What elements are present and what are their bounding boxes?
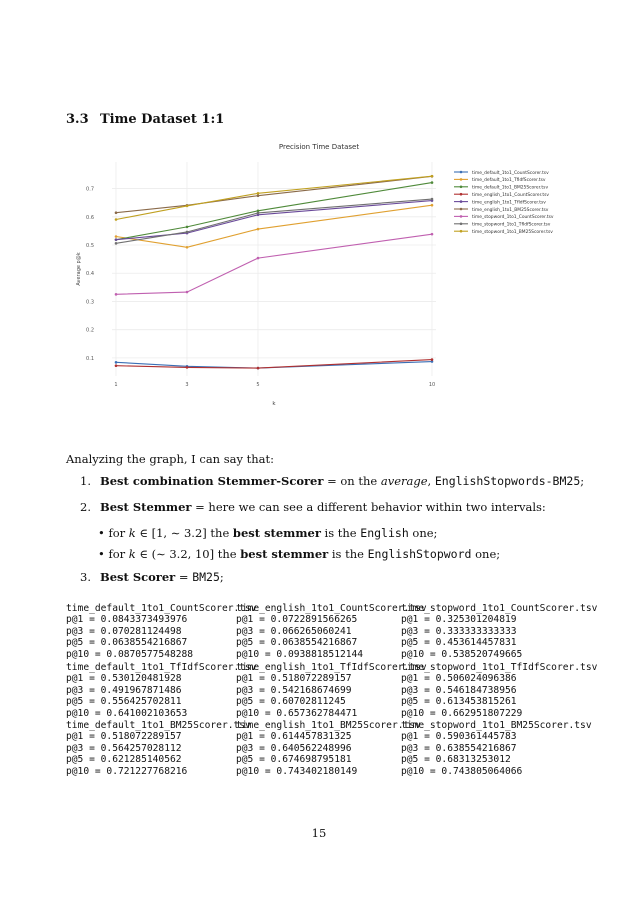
data-point — [115, 242, 118, 245]
y-tick-label: 0.1 — [86, 355, 94, 362]
y-tick-label: 0.5 — [86, 243, 94, 250]
data-point — [115, 235, 118, 238]
legend-label: time_stopword_1to1_TfIdfScorer.tsv — [472, 222, 551, 228]
result-block: time_stopword_1to1_BM25Scorer.tsv p@1 = 0.590361445783 p@3 = 0.638554216867 p@5 = 0.68313253012 p@10 = 0.743805064066 — [401, 720, 592, 777]
legend-label: time_stopword_1to1_CountScorer.tsv — [472, 215, 554, 221]
data-point — [257, 228, 260, 231]
data-point — [431, 358, 434, 361]
data-point — [186, 246, 189, 249]
y-tick-label: 0.2 — [86, 327, 94, 334]
data-point — [431, 181, 434, 184]
data-point — [115, 293, 118, 296]
legend-marker — [460, 178, 463, 181]
y-tick-label: 0.7 — [86, 186, 94, 193]
analysis-intro: Analyzing the graph, I can say that: — [66, 452, 275, 466]
result-block: time_default_1to1_BM25Scorer.tsv p@1 = 0.518072289157 p@3 = 0.564257028112 p@5 = 0.621285140562 p@10 = 0.721227768216 — [66, 720, 251, 777]
data-point — [186, 226, 189, 229]
section-heading — [66, 112, 224, 127]
legend-label: time_english_1to1_BM25Scorer.tsv — [472, 207, 549, 213]
data-point — [115, 361, 118, 364]
list-item-best-scorer: 3. Best Scorer = BM25; — [80, 570, 224, 584]
legend-label: time_default_1to1_CountScorer.tsv — [472, 170, 549, 176]
data-point — [257, 257, 260, 260]
list-item-best-combination: 1. Best combination Stemmer-Scorer = on the average, EnglishStopwords-BM25; — [80, 474, 585, 488]
section-title: Time Dataset 1:1 — [100, 112, 225, 127]
legend-label: time_english_1to1_CountScorer.tsv — [472, 193, 550, 198]
result-block: time_default_1to1_CountScorer.tsv p@1 = 0.0843373493976 p@3 = 0.070281124498 p@5 = 0.0638554216867 p@10 = 0.0870577548288 — [66, 603, 257, 660]
legend-label: time_default_1to1_TfIdfScorer.tsv — [472, 178, 546, 184]
bullet: • — [98, 547, 109, 561]
data-point — [257, 194, 260, 197]
result-block: time_stopword_1to1_TfIdfScorer.tsv p@1 = 0.506024096386 p@3 = 0.546184738956 p@5 = 0.613453815261 p@10 = 0.662951807229 — [401, 662, 598, 719]
data-point — [115, 238, 118, 241]
legend-marker — [460, 208, 463, 211]
y-tick-label: 0.4 — [86, 271, 94, 278]
data-point — [115, 364, 118, 367]
legend-label: time_english_1to1_TfIdfScorer.tsv — [472, 200, 546, 206]
section-number: 3.3 — [66, 112, 89, 127]
legend-marker — [460, 223, 463, 226]
sub-item-interval-1: • for k ∈ [1, ∼ 3.2] the best stemmer is the English one; — [98, 526, 438, 540]
data-point — [431, 175, 434, 178]
bullet: • — [98, 526, 109, 540]
x-tick-label: 1 — [114, 382, 118, 388]
legend-marker — [460, 200, 463, 203]
data-point — [186, 291, 189, 294]
legend-label: time_stopword_1to1_BM25Scorer.tsv — [472, 230, 553, 235]
legend-marker — [460, 193, 463, 196]
result-block: time_english_1to1_BM25Scorer.tsv p@1 = 0.614457831325 p@3 = 0.640562248996 p@5 = 0.674698795181 p@10 = 0.743402180149 — [236, 720, 421, 777]
data-point — [115, 211, 118, 214]
precision-chart — [66, 136, 586, 408]
data-point — [186, 366, 189, 369]
data-point — [257, 367, 260, 370]
result-block: time_default_1to1_TfIdfScorer.tsv p@1 = 0.530120481928 p@3 = 0.491967871486 p@5 = 0.556425702811 p@10 = 0.641002103653 — [66, 662, 257, 719]
x-tick-label: 3 — [185, 382, 189, 388]
y-tick-label: 0.6 — [86, 214, 94, 221]
data-point — [431, 198, 434, 201]
data-point — [431, 233, 434, 236]
legend-marker — [460, 215, 463, 218]
data-point — [115, 218, 118, 221]
x-tick-label: 10 — [428, 382, 436, 388]
y-tick-label: 0.3 — [86, 299, 94, 306]
legend-marker — [460, 186, 463, 189]
data-point — [257, 212, 260, 215]
result-block: time_stopword_1to1_CountScorer.tsv p@1 = 0.325301204819 p@3 = 0.333333333333 p@5 = 0.453614457831 p@10 = 0.538520749665 — [401, 603, 598, 660]
result-block: time_english_1to1_CountScorer.tsv p@1 = 0.0722891566265 p@3 = 0.066265060241 p@5 = 0.0638554216867 p@10 = 0.0938818512144 — [236, 603, 427, 660]
y-axis-label: Average p@k — [76, 252, 82, 286]
result-block: time_english_1to1_TfIdfScorer.tsv p@1 = 0.518072289157 p@3 = 0.542168674699 p@5 = 0.60702811245 p@10 = 0.657362784471 — [236, 662, 427, 719]
legend-marker — [460, 230, 463, 233]
sub-item-interval-2: • for k ∈ (∼ 3.2, 10] the best stemmer is the EnglishStopword one; — [98, 547, 501, 561]
list-item-best-stemmer: 2. Best Stemmer = here we can see a different behavior within two intervals: — [80, 500, 546, 514]
legend-label: time_default_1to1_BM25Scorer.tsv — [472, 185, 549, 191]
x-axis-label: k — [272, 401, 276, 407]
page-number: 15 — [311, 826, 327, 840]
legend-marker — [460, 171, 463, 174]
data-point — [431, 204, 434, 207]
x-tick-label: 5 — [256, 382, 260, 388]
data-point — [186, 231, 189, 234]
data-point — [257, 192, 260, 195]
data-point — [186, 205, 189, 208]
chart-title: Precision Time Dataset — [278, 143, 360, 151]
